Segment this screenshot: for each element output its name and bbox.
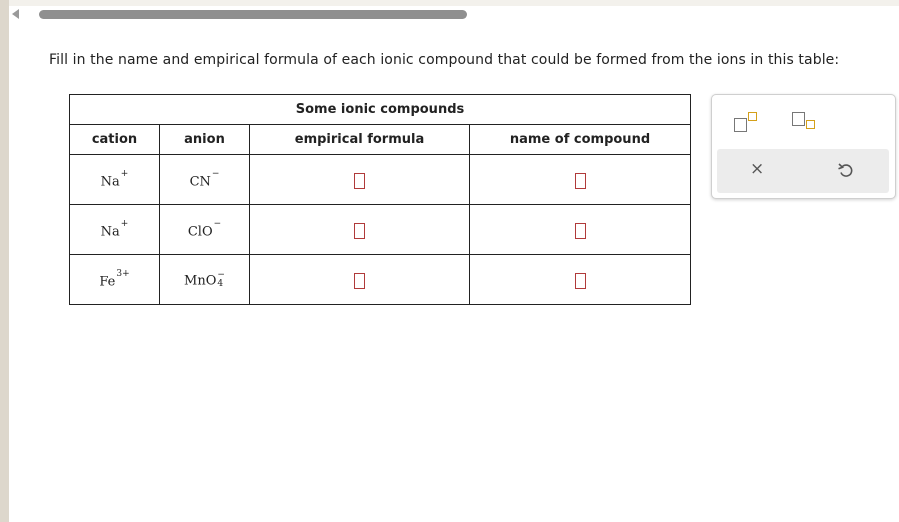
left-edge-strip <box>0 0 9 522</box>
horizontal-scrollbar[interactable] <box>39 10 467 19</box>
name-cell <box>470 155 691 205</box>
table-row <box>70 255 691 305</box>
anion-ion: CN− <box>189 168 220 189</box>
formula-cell <box>250 255 470 305</box>
formula-cell <box>250 155 470 205</box>
anion-cell <box>160 255 250 305</box>
table-row <box>70 205 691 255</box>
back-arrow-icon[interactable] <box>12 9 19 19</box>
name-cell <box>470 205 691 255</box>
formula-answer-box[interactable] <box>354 223 365 239</box>
cation-cell <box>70 155 160 205</box>
header-anion: anion <box>160 125 250 155</box>
undo-icon <box>836 160 856 180</box>
anion-cell <box>160 205 250 255</box>
cation-ion: $Fe^{3+}$ <box>99 268 130 289</box>
name-answer-box[interactable] <box>575 223 586 239</box>
tool-action-bar <box>717 149 889 193</box>
clear-button[interactable]: × <box>750 159 765 179</box>
formula-answer-box[interactable] <box>354 273 365 289</box>
top-edge-strip <box>9 0 899 6</box>
name-answer-box[interactable] <box>575 273 586 289</box>
anion-cell <box>160 155 250 205</box>
superscript-button[interactable] <box>734 112 758 132</box>
ionic-compounds-table <box>69 94 691 305</box>
subscript-button[interactable] <box>792 112 816 132</box>
formula-answer-box[interactable] <box>354 173 365 189</box>
table-row <box>70 155 691 205</box>
cation-ion: Na+ <box>100 168 129 189</box>
table-caption: Some ionic compounds <box>70 95 691 125</box>
cation-cell <box>70 205 160 255</box>
cation-ion: Na+ <box>100 218 129 239</box>
anion-ion: ClO− <box>187 218 222 239</box>
formula-tool-panel <box>711 94 896 199</box>
cation-cell <box>70 255 160 305</box>
undo-button[interactable] <box>836 160 856 180</box>
anion-ion: MnO − 4 <box>184 269 225 289</box>
question-prompt: Fill in the name and empirical formula of each ionic compound that could be formed from the ions in this table: <box>49 52 840 68</box>
name-answer-box[interactable] <box>575 173 586 189</box>
header-compound-name: name of compound <box>470 125 691 155</box>
formula-cell <box>250 205 470 255</box>
name-cell <box>470 255 691 305</box>
header-empirical-formula: empirical formula <box>250 125 470 155</box>
header-cation: cation <box>70 125 160 155</box>
